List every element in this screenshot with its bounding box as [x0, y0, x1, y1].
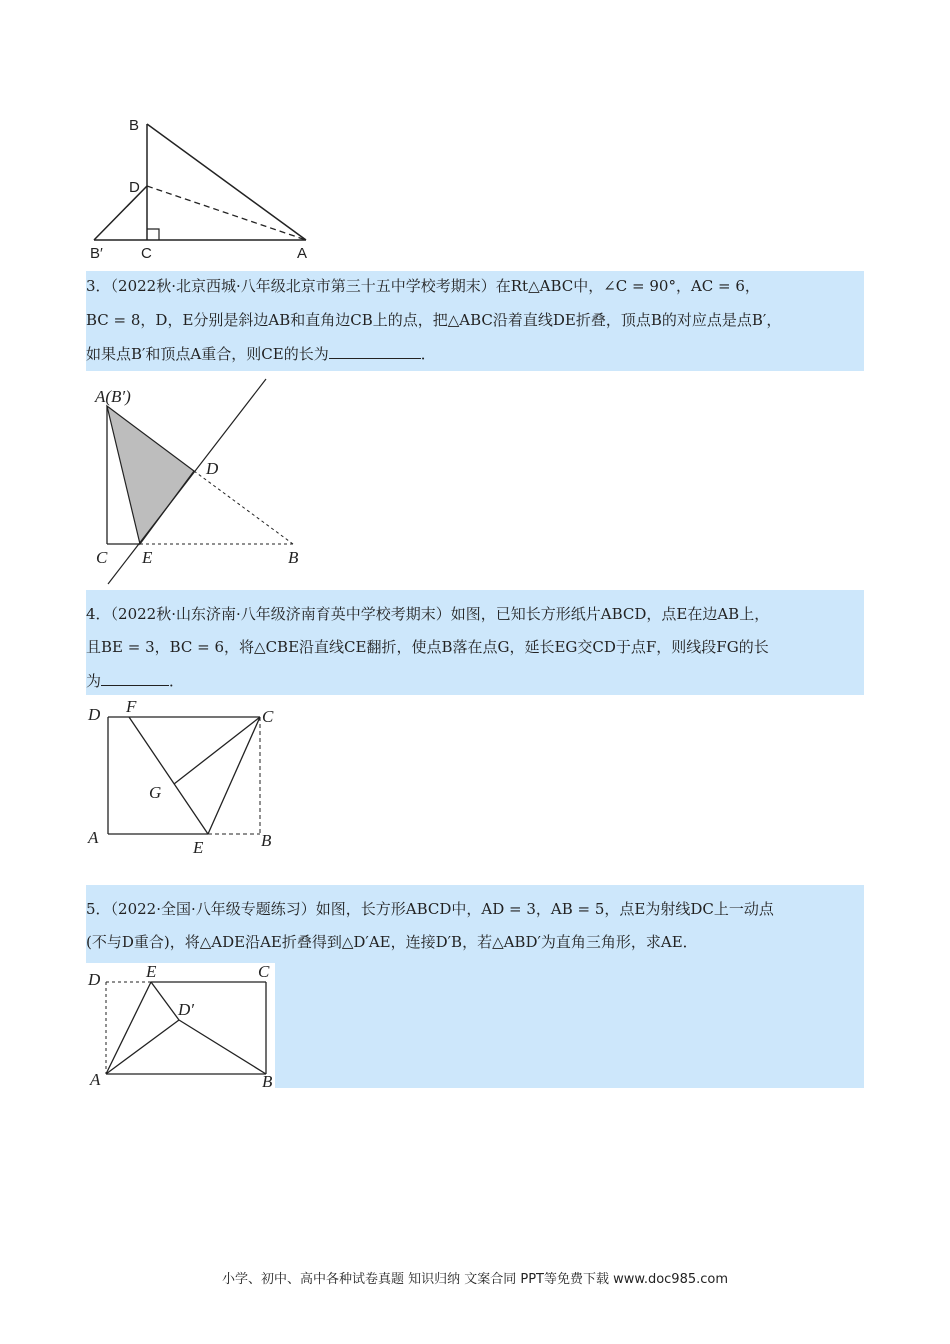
- label-c: C: [96, 548, 108, 567]
- page-footer: 小学、初中、高中各种试卷真题 知识归纳 文案合同 PPT等免费下载 www.doc985.com: [221, 1272, 729, 1287]
- q3-figure: [86, 373, 313, 589]
- label-d: D: [129, 179, 140, 196]
- label-d-prime: D′: [178, 1000, 194, 1019]
- q4-line-3: [86, 670, 184, 691]
- label-b: B: [129, 117, 140, 134]
- label-a-b-prime: A(B′): [95, 387, 131, 406]
- q5-line-1: 5．（2022·全国·八年级专题练习）如图，长方形ABCD中，AD = 3，AB = 5，点E为射线DC上一动点: [86, 900, 774, 918]
- q3-line-1: 3．（2022秋·北京西城·八年级北京市第三十五中学校考期末）在Rt△ABC中，∠C = 90°，AC = 6，: [86, 277, 760, 295]
- q3-line-3-end: ．: [420, 345, 436, 363]
- q3-line-3: [86, 343, 436, 364]
- q4-line-3-end: ．: [169, 672, 185, 690]
- label-a: A: [297, 245, 308, 262]
- label-a: A: [90, 1070, 101, 1088]
- q5-figure: [86, 963, 275, 1088]
- q5-line-2: (不与D重合)，将△ADE沿AE折叠得到△D′AE，连接D′B，若△ABD′为直角三角形，求AE．: [86, 933, 698, 951]
- label-e: E: [193, 838, 204, 856]
- q3-line-3-text: 如果点B′和顶点A重合，则CE的长为: [86, 345, 329, 363]
- label-f: F: [126, 698, 137, 716]
- q4-line-3-text: 为: [86, 672, 102, 690]
- label-g: G: [149, 783, 162, 802]
- label-a: A: [88, 828, 99, 847]
- q4-line-2: 且BE = 3，BC = 6，将△CBE沿直线CE翻折，使点B落在点G，延长EG交CD于点F，则线段FG的长: [86, 638, 769, 656]
- label-e: E: [142, 548, 153, 567]
- label-b-prime: B′: [90, 245, 103, 262]
- label-c: C: [262, 707, 274, 726]
- label-d: D: [88, 705, 101, 724]
- q4-line-1: 4．（2022秋·山东济南·八年级济南育英中学校考期末）如图，已知长方形纸片ABCD，点E在边AB上，: [86, 605, 770, 623]
- q4-figure-box: [86, 698, 278, 856]
- label-d: D: [88, 970, 101, 989]
- figure-1: [86, 110, 326, 265]
- q4-figure: [86, 698, 278, 856]
- label-c: C: [141, 245, 152, 262]
- label-d: D: [206, 459, 219, 478]
- label-b: B: [288, 548, 299, 567]
- q4-answer-blank[interactable]: [101, 670, 169, 686]
- label-e: E: [146, 963, 157, 981]
- q3-answer-blank[interactable]: [329, 343, 421, 359]
- q3-line-2: BC = 8，D，E分别是斜边AB和直角边CB上的点，把△ABC沿着直线DE折叠，顶点B的对应点是点B′，: [86, 311, 782, 329]
- label-b: B: [261, 831, 272, 850]
- label-b: B: [262, 1072, 273, 1088]
- q5-figure-box: [86, 963, 275, 1088]
- label-c: C: [258, 963, 270, 981]
- q3-figure-box: [86, 373, 313, 589]
